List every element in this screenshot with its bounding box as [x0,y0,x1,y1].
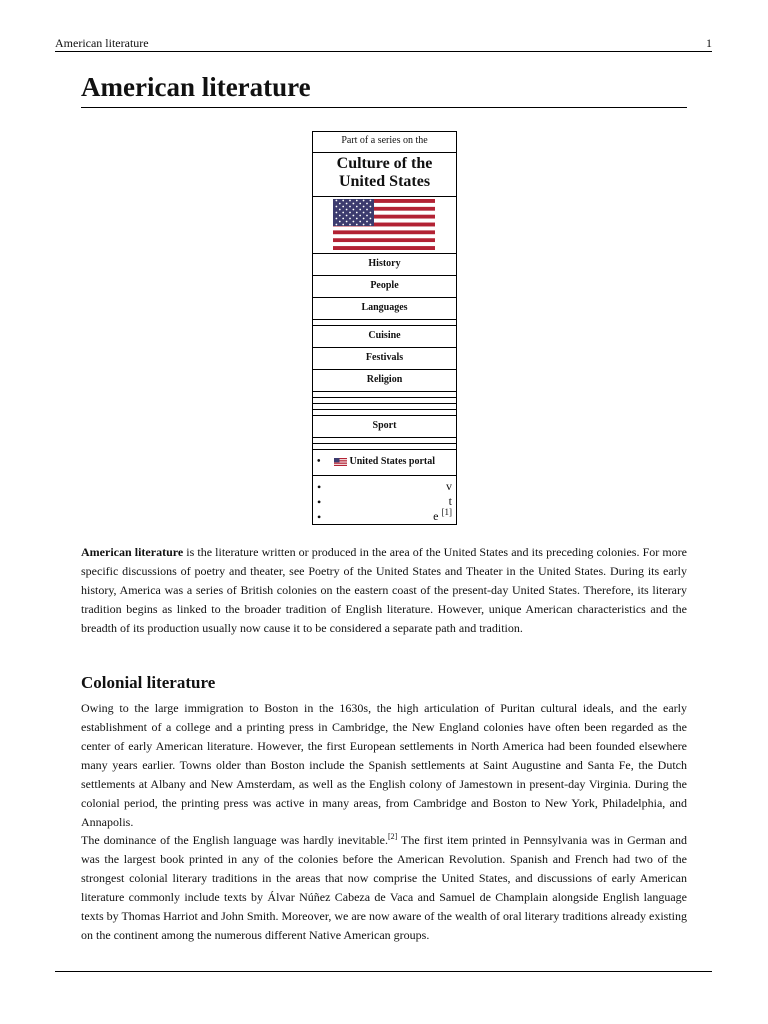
intro-bold-term: American literature [81,545,184,559]
intro-text: is the literature written or produced in the area of the United States and its preceding colonies. For more specific discussions of poetry and theater, see Poetry of the United States and Theater in the United States. During its early history, America was a series of British colonies on the eastern coast of the present-day United States. Therefore, its literary tradition begins as linked to the broader tradition of English literature. However, unique American characteristics and the breadth of its production usually now cause it to be considered a separate path and tradition. [81,545,688,635]
colonial-p2-text-a: The dominance of the English language was hardly inevitable. [81,833,388,847]
navbar-edit-label[interactable]: e [433,509,439,523]
page-number: 1 [706,36,712,50]
bullet: • [317,456,321,467]
colonial-paragraph-1: Owing to the large immigration to Boston in the 1630s, the high articulation of Puritan cultural ideals, and the early establishment of a college and a printing press in Cambridge, the New England colonies have often been regarded as the center of early American literature. However, the first European settlements in North America had been founded elsewhere many years earlier. Towns older than Boston include the Spanish settlements at Saint Augustine and Santa Fe, the Dutch settlements at Albany and New Amsterdam, as well as the English colony of Jamestown in present-day Virginia. During the colonial period, the printing press was active in many areas, from Cambridge and Boston to New York, Philadelphia, and Annapolis. [81,701,687,829]
infobox-title: Culture of the United States [313,153,456,197]
infobox-link-sport[interactable]: Sport [313,416,456,438]
page-title: American literature [81,72,687,108]
infobox-link-festivals[interactable]: Festivals [313,348,456,370]
us-flag-icon [334,458,347,466]
bullet: • [317,495,322,509]
navbar-edit-link [433,507,452,524]
infobox [312,131,457,525]
infobox-link-history[interactable]: History [313,254,456,276]
infobox-navbar [313,476,456,524]
running-header [55,36,712,52]
infobox-link-people[interactable]: People [313,276,456,298]
infobox-portal[interactable] [313,450,456,476]
navbar-talk-link[interactable]: t [448,494,452,508]
citation-ref[interactable]: [1] [441,507,452,517]
bullet: • [317,510,322,524]
portal-label[interactable]: United States portal [349,456,436,467]
running-header-title: American literature [55,36,149,50]
infobox-link-religion[interactable]: Religion [313,370,456,392]
infobox-above: Part of a series on the [313,132,456,153]
infobox-flag-cell [313,197,456,254]
citation-ref[interactable]: [2] [388,832,398,841]
footer-rule [55,971,712,972]
intro-paragraph [81,543,687,638]
infobox-link-languages[interactable]: Languages [313,298,456,320]
infobox-link-cuisine[interactable]: Cuisine [313,326,456,348]
section-heading-colonial: Colonial literature [81,673,216,692]
navbar-view-link[interactable]: v [446,479,452,493]
us-flag-icon[interactable] [333,199,435,250]
bullet: • [317,480,322,494]
colonial-p2-text-b: The first item printed in Pennsylvania was in German and was the largest book printed in any of the colonies before the American Revolution. Spanish and French had two of the strongest colonial literary traditions in the areas that now comprise the United States, and discussions of early American literature commonly include texts by Álvar Núñez Cabeza de Vaca and Samuel de Champlain alongside English language texts by Thomas Harriot and John Smith. Moreover, we are now aware of the wealth of oral literary traditions already existing on the continent among the numerous different Native American groups. [81,833,687,942]
colonial-paragraph-2 [81,831,687,945]
